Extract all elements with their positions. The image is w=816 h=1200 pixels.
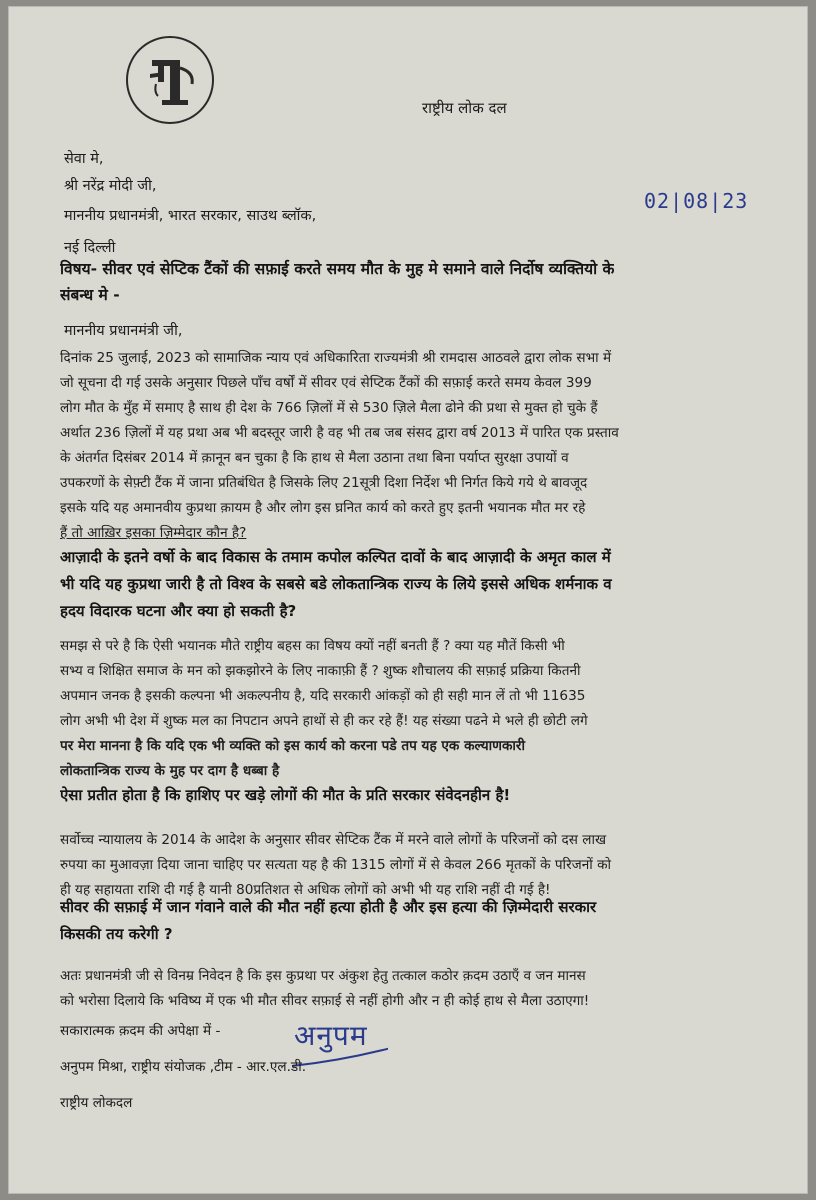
p4-line: ऐसा प्रतीत होता है कि हाशिए पर खड़े लोगों की मौत के प्रति सरकार संवेदनहीन है! — [60, 786, 511, 804]
paragraph-7 — [60, 964, 780, 1014]
p7-line: को भरोसा दिलाये कि भविष्य में एक भी मौत सीवर सफ़ाई से नहीं होगी और न ही कोई हाथ से मैला उठाएगा! — [60, 993, 590, 1009]
paragraph-6 — [60, 894, 780, 948]
p1-line: इसके यदि यह अमानवीय कुप्रथा क़ायम है और लोग इस घ्रनित कार्य को करते हुए इतनी भयानक मौत मर रहे — [60, 500, 586, 516]
paragraph-5 — [60, 828, 780, 903]
subject-line-2: संबन्ध मे - — [60, 286, 120, 304]
p3-line: लोग अभी भी देश में शुष्क मल का निपटान अपने हाथों से ही कर रहे हैं! यह संख्या पढने मे भले ही छोटी लगे — [60, 713, 588, 729]
hand-pump-icon — [126, 36, 214, 124]
p3-line: समझ से परे है कि ऐसी भयानक मौते राष्ट्रीय बहस का विषय क्यों नहीं बनती हैं ? क्या यह मौतें किसी भी — [60, 638, 565, 654]
p5-line: ही यह सहायता राशि दी गई है यानी 80प्रतिशत से अधिक लोगों को अभी भी यह राशि नहीं दी गई है! — [60, 882, 551, 898]
sender-name: अनुपम मिश्रा, राष्ट्रीय संयोजक ,टीम - आर.एल.डी. — [60, 1059, 307, 1075]
p1-line: उपकरणों के सेफ़्टी टैंक में जाना प्रतिबंधित है जिसके लिए 21सूत्री दिशा निर्देश भी निर्गत किये गये थे बावजूद — [60, 475, 588, 491]
p3-line-bold: लोकतान्त्रिक राज्य के मुह पर दाग है धब्बा है — [60, 763, 280, 779]
p1-line: दिनांक 25 जुलाई, 2023 को सामाजिक न्याय एवं अधिकारिता राज्यमंत्री श्री रामदास आठवले द्वारा लोक सभा में — [60, 350, 612, 366]
p2-line: भी यदि यह कुप्रथा जारी है तो विश्व के सबसे बडे लोकतान्त्रिक राज्य के लिये इससे अधिक शर्मनाक व — [60, 575, 612, 593]
p3-line-bold: पर मेरा मानना है कि यदि एक भी व्यक्ति को इस कार्य को करना पडे तप यह एक कल्याणकारी — [60, 738, 526, 754]
closing-line: सकारात्मक क़दम की अपेक्षा में - — [60, 1023, 221, 1039]
address-to: सेवा मे, — [64, 151, 104, 167]
p2-line: आज़ादी के इतने वर्षो के बाद विकास के तमाम कपोल कल्पित दावों के बाद आज़ादी के अमृत काल में — [60, 548, 611, 566]
paragraph-2 — [60, 544, 780, 625]
greeting: माननीय प्रधानमंत्री जी, — [64, 323, 183, 339]
handwritten-date: 02|08|23 — [644, 189, 749, 213]
org-title: राष्ट्रीय लोक दल — [422, 99, 507, 117]
p3-line: सभ्य व शिक्षित समाज के मन को झकझोरने के लिए नाकाफ़ी हैं ? शुष्क शौचालय की सफ़ाई प्रक्रिया कितनी — [60, 663, 581, 679]
handwritten-signature: अनुपम — [294, 1019, 368, 1052]
p1-line-underlined: हैं तो आख़िर इसका ज़िम्मेदार कौन है? — [60, 525, 247, 541]
paragraph-1 — [60, 346, 770, 546]
sender-org: राष्ट्रीय लोकदल — [60, 1095, 133, 1111]
p6-line: सीवर की सफ़ाई में जान गंवाने वाले की मौत नहीं हत्या होती है और इस हत्या की ज़िम्मेदारी सरकार — [60, 898, 597, 916]
address-name: श्री नरेंद्र मोदी जी, — [64, 178, 157, 194]
p1-line: जो सूचना दी गई उसके अनुसार पिछले पाँच वर्षों में सीवर एवं सेप्टिक टैंकों की सफ़ाई करते समय केवल 399 — [60, 375, 592, 391]
paragraph-3 — [60, 634, 780, 784]
p5-line: सर्वोच्च न्यायालय के 2014 के आदेश के अनुसार सीवर सेप्टिक टैंक में मरने वाले लोगों के परिजनों को दस लाख — [60, 832, 607, 848]
p1-line: के अंतर्गत दिसंबर 2014 में क़ानून बन चुका है कि हाथ से मैला उठाना तथा बिना पर्याप्त सुरक्षा उपायों व — [60, 450, 569, 466]
letter-page — [8, 6, 808, 1194]
address-designation: माननीय प्रधानमंत्री, भारत सरकार, साउथ ब्लॉक, — [64, 208, 317, 224]
p5-line: रुपया का मुआवज़ा दिया जाना चाहिए पर सत्यता यह है की 1315 लोगों में से केवल 266 मृतकों के परिजनों को — [60, 857, 612, 873]
subject-line — [60, 256, 614, 308]
p3-line: अपमान जनक है इसकी कल्पना भी अकल्पनीय है, यदि सरकारी आंकड़ों को ही सही मान लें तो भी 11635 — [60, 688, 586, 704]
p2-line: हदय विदारक घटना और क्या हो सकती है? — [60, 602, 297, 620]
p6-line: किसकी तय करेगी ? — [60, 925, 173, 943]
p1-line: लोग मौत के मुँह में समाए है साथ ही देश के 766 ज़िलों में से 530 ज़िले मैला ढोने की प्रथा से मुक्त हो चुके हैं — [60, 400, 598, 416]
p7-line: अतः प्रधानमंत्री जी से विनम्र निवेदन है कि इस कुप्रथा पर अंकुश हेतु तत्काल कठोर क़दम उठाएँ व जन मानस — [60, 968, 586, 984]
paragraph-4 — [60, 782, 780, 809]
p1-line: अर्थात 236 ज़िलों में यह प्रथा अब भी बदस्तूर जारी है वह भी तब जब संसद द्वारा वर्ष 2013 में पारित एक प्रस्ताव — [60, 425, 619, 441]
subject-line-1: विषय- सीवर एवं सेप्टिक टैंकों की सफ़ाई करते समय मौत के मुह मे समाने वाले निर्दोष व्यक्तियो के — [60, 260, 615, 278]
address-city: नई दिल्ली — [64, 240, 116, 256]
